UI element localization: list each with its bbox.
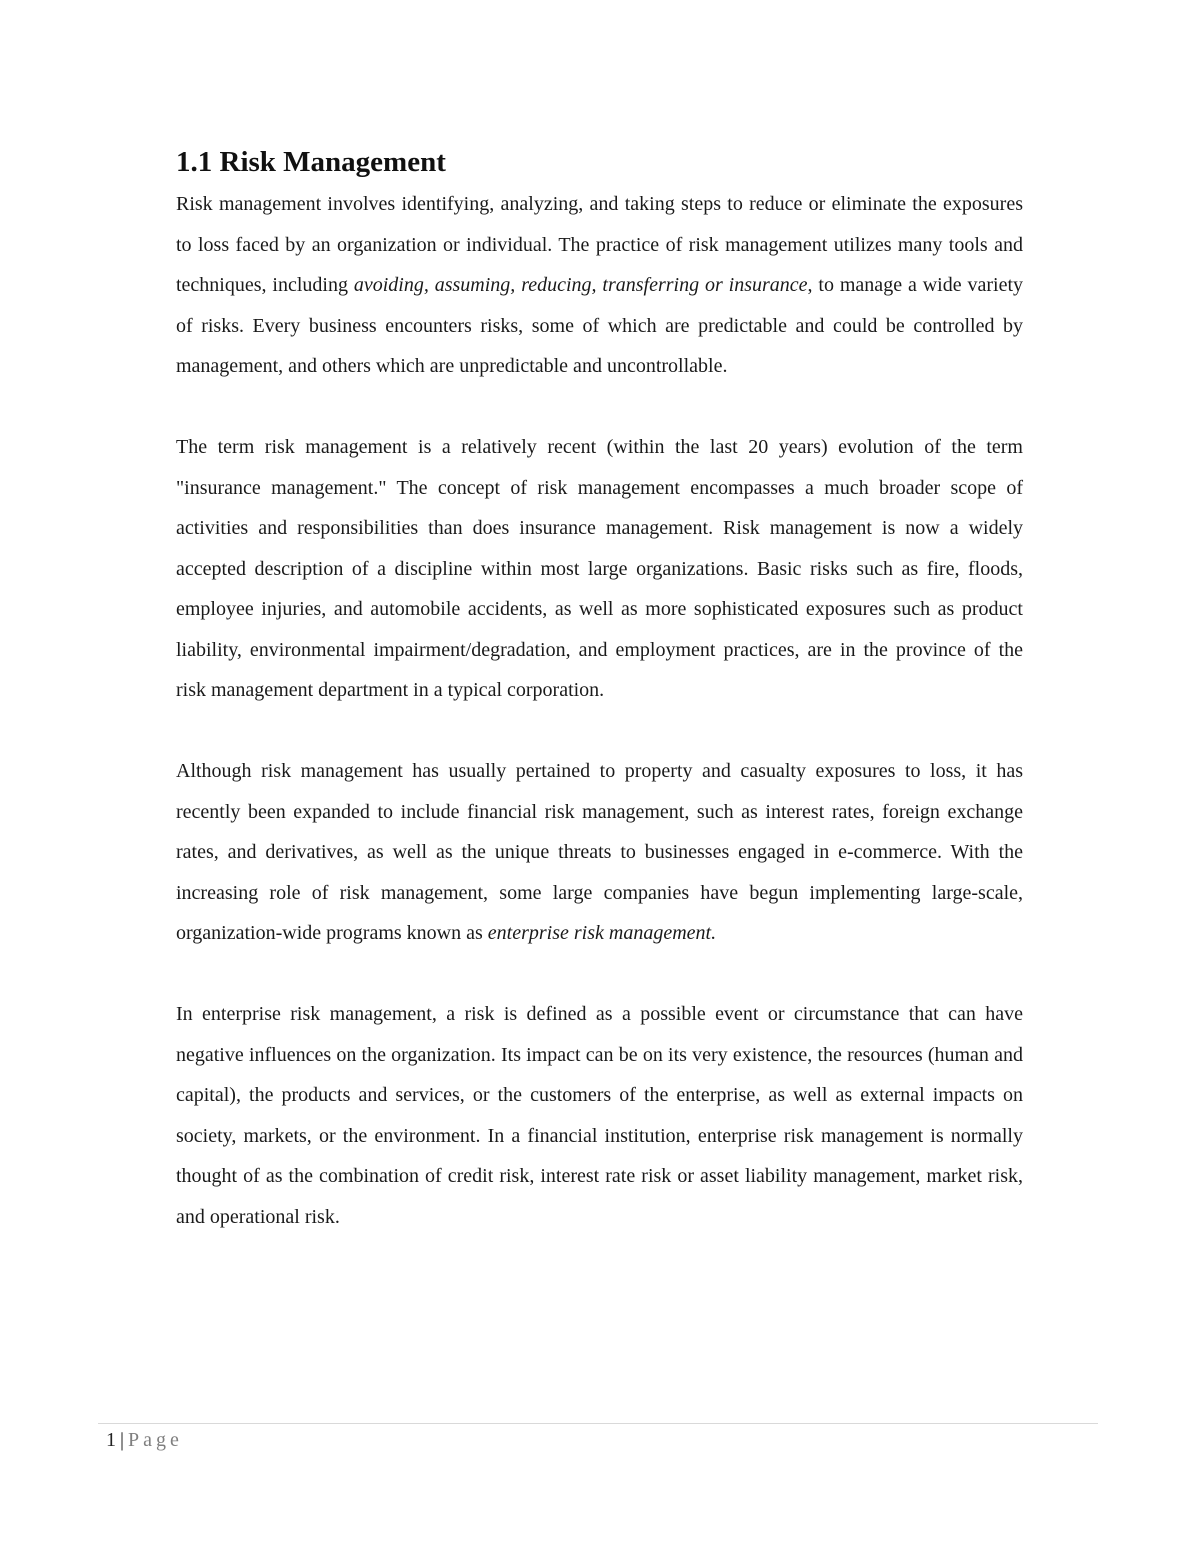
page-body	[176, 140, 1023, 1237]
page-footer	[106, 1426, 183, 1454]
footer-divider	[98, 1423, 1098, 1424]
paragraph-italic-text: enterprise risk management.	[487, 922, 717, 944]
paragraph-text: Risk management involves identifying, analyzing, and taking steps to reduce or eliminate the exposures to loss faced by an organization or individual. The practice of risk management utilizes many tools and techniques, including	[176, 193, 1023, 296]
section-heading	[176, 140, 1023, 184]
footer-separator: |	[120, 1429, 125, 1451]
paragraph-text: , to manage a wide variety of risks. Every business encounters risks, some of which are predictable and could be controlled by management, and others which are unpredictable and uncontrollable.	[176, 274, 1024, 377]
paragraph-text: Although risk management has usually pertained to property and casualty exposures to loss, it has recently been expanded to include financial risk management, such as interest rates, foreign exchange rates, and derivatives, as well as the unique threats to businesses engaged in e-commerce. With the increasing role of risk management, some large companies have begun implementing large-scale, organization-wide programs known as	[176, 760, 1023, 944]
section-number: 1.1	[176, 146, 213, 178]
page-number: 1	[106, 1429, 116, 1451]
paragraph-expansion	[176, 751, 1023, 954]
paragraph-definition	[176, 184, 1023, 387]
page-label: Page	[128, 1429, 183, 1451]
paragraph-history: The term risk management is a relatively recent (within the last 20 years) evolution of the term "insurance management." The concept of risk management encompasses a much broader scope of activities and responsibilities than does insurance management. Risk management is now a widely accepted description of a discipline within most large organizations. Basic risks such as fire, floods, employee injuries, and automobile accidents, as well as more sophisticated exposures such as product liability, environmental impairment/degradation, and employment practices, are in the province of the risk management department in a typical corporation.	[176, 436, 1023, 701]
paragraph-enterprise: In enterprise risk management, a risk is defined as a possible event or circumstance that can have negative influences on the organization. Its impact can be on its very existence, the resources (human and capital), the products and services, or the customers of the enterprise, as well as external impacts on society, markets, or the environment. In a financial institution, enterprise risk management is normally thought of as the combination of credit risk, interest rate risk or asset liability management, market risk, and operational risk.	[176, 1003, 1023, 1228]
paragraph-italic-text: avoiding, assuming, reducing, transferring or insurance	[353, 274, 808, 296]
section-title-text: Risk Management	[219, 146, 446, 178]
